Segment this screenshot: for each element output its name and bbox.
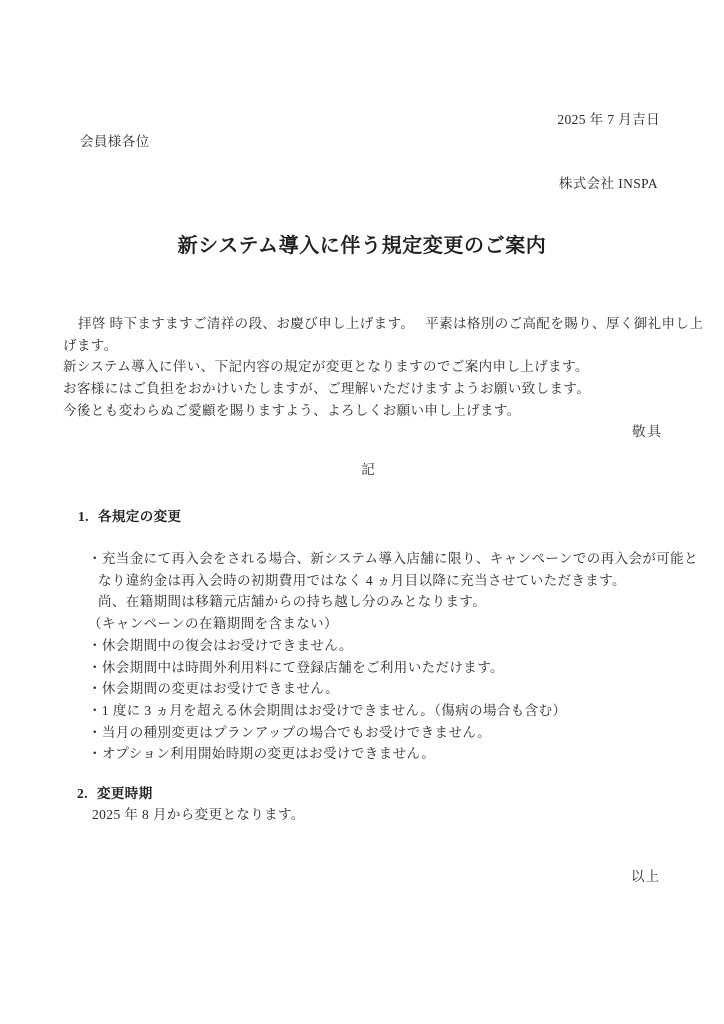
section-1-heading: [78, 506, 181, 528]
rule-line: 尚、在籍期間は移籍元店舗からの持ち越し分のみとなります。: [98, 594, 487, 610]
greeting-line: お客様にはご負担をおかけいたしますが、ご理解いただけますようお願い致します。: [63, 381, 591, 397]
rule-line: なり違約金は再入会時の初期費用ではなく 4 ヵ月目以降に充当させていただきます。: [98, 572, 626, 588]
rule-line: （キャンペーンの在籍期間を含まない）: [88, 616, 338, 632]
greeting-line: 新システム導入に伴い、下記内容の規定が変更となりますのでご案内申し上げます。: [63, 359, 589, 375]
rule-line: ・当月の種別変更はプランアップの場合でもお受けできません。: [88, 724, 491, 740]
recipient: 会員様各位: [80, 134, 150, 149]
rule-line: ・オプション利用開始時期の変更はお受けできません。: [88, 746, 436, 762]
rule-line: ・休会期間中は時間外利用料にて登録店舗をご利用いただけます。: [88, 659, 504, 675]
rule-line: ・休会期間中の復会はお受けできません。: [88, 637, 353, 653]
company-name: 株式会社 INSPA: [558, 176, 658, 191]
section-1-heading-text: 各規定の変更: [98, 509, 182, 524]
greeting-line: 拝啓 時下ますますご清祥の段、お慶び申し上げます。 平素は格別のご高配を賜り、厚く御礼申し上: [78, 316, 704, 331]
section-2-heading-text: 変更時期: [97, 786, 153, 801]
section-2-heading: [77, 783, 153, 805]
closing-keigu: 敬具: [632, 424, 663, 439]
rule-line: ・休会期間の変更はお受けできません。: [88, 681, 340, 697]
section-2-number: 2.: [77, 786, 88, 801]
document-title: 新システム導入に伴う規定変更のご案内: [177, 235, 547, 257]
effective-date-line: 2025 年 8 月から変更となります。: [92, 807, 305, 822]
rule-line: ・1 度に 3 ヵ月を超える休会期間はお受けできません。（傷病の場合も含む）: [88, 702, 567, 718]
document-date: 2025 年 7 月吉日: [557, 112, 660, 127]
end-marker: 以上: [631, 869, 660, 884]
greeting-line: 今後とも変わらぬご愛顧を賜りますよう、よろしくお願い申し上げます。: [63, 402, 521, 418]
rule-line: ・充当金にて再入会をされる場合、新システム導入店舗に限り、キャンペーンでの再入会が可能と: [88, 551, 698, 566]
record-marker: 記: [361, 462, 376, 477]
greeting-line: げます。: [63, 337, 118, 353]
greeting-paragraph: [63, 313, 704, 422]
section-1-number: 1.: [78, 509, 89, 524]
rules-list: [88, 548, 698, 765]
